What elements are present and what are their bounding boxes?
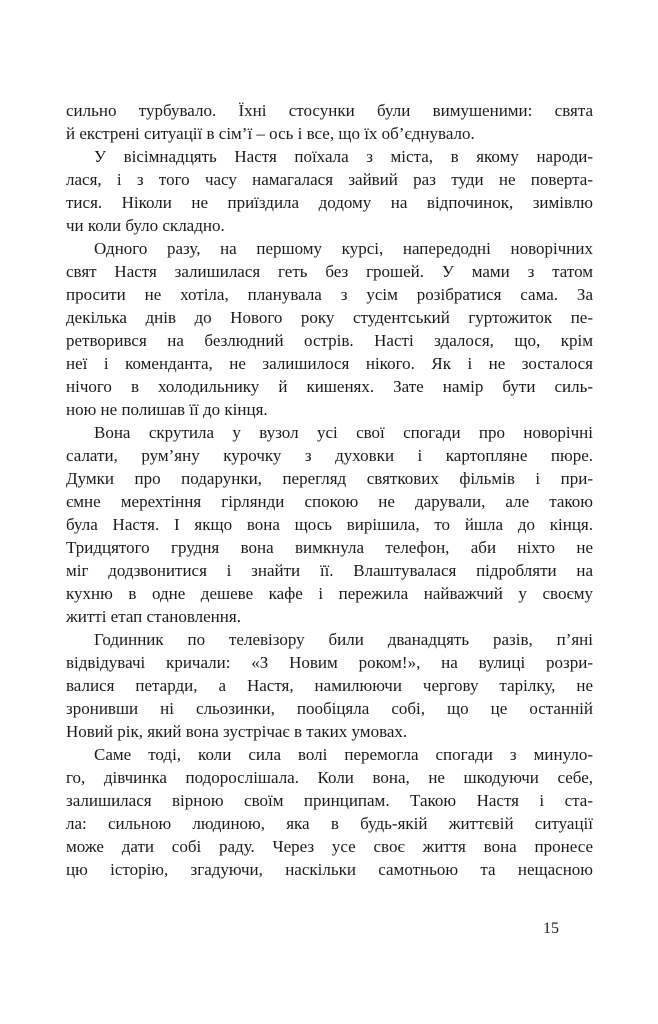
page-number: 15: [543, 920, 559, 937]
text-line: відвідувачі кричали: «З Новим роком!», на вулиці розри-: [66, 653, 593, 672]
text-line: Саме тоді, коли сила волі перемогла спогади з минуло-: [94, 745, 593, 764]
text-line: Думки про подарунки, перегляд святкових фільмів і при-: [66, 469, 593, 488]
text-line: го, дівчинка подорослішала. Коли вона, не шкодуючи себе,: [66, 768, 593, 787]
text-line: ною не полишав її до кінця.: [66, 400, 268, 419]
text-line: була Настя. І якщо вона щось вирішила, то йшла до кінця.: [66, 515, 593, 534]
text-line: просити не хотіла, планувала з усім розібратися сама. За: [66, 285, 593, 304]
text-line: Годинник по телевізору били дванадцять разів, п’яні: [94, 630, 593, 649]
text-line: нічого в холодильнику й кишенях. Зате намір бути силь-: [66, 377, 593, 396]
text-block: [66, 99, 593, 881]
text-line: У вісімнадцять Настя поїхала з міста, в якому народи-: [94, 147, 593, 166]
text-line: неї і коменданта, не залишилося нікого. Як і не зосталося: [66, 354, 593, 373]
text-line: ретворився на безлюдний острів. Насті здалося, що, крім: [66, 331, 593, 350]
text-line: Вона скрутила у вузол усі свої спогади про новорічні: [94, 423, 593, 442]
text-line: чи коли було складно.: [66, 216, 225, 235]
text-line: зронивши ні сльозинки, пообіцяла собі, що це останній: [66, 699, 593, 718]
paragraph: [66, 743, 593, 881]
text-line: ємне мерехтіння гірлянди спокою не дарували, але такою: [66, 492, 593, 511]
text-line: тися. Ніколи не приїздила додому на відпочинок, зимівлю: [66, 193, 593, 212]
text-line: Тридцятого грудня вона вимкнула телефон, аби ніхто не: [66, 538, 593, 557]
text-line: житті етап становлення.: [66, 607, 241, 626]
text-line: ла: сильною людиною, яка в будь-якій життєвій ситуації: [66, 814, 593, 833]
text-line: й екстрені ситуації в сім’ї – ось і все, що їх об’єднувало.: [66, 124, 475, 143]
text-line: цю історію, згадуючи, наскільки самотньою та нещасною: [66, 860, 593, 879]
text-line: декілька днів до Нового року студентський гуртожиток пе-: [66, 308, 593, 327]
paragraph: [66, 99, 593, 145]
text-line: Новий рік, який вона зустрічає в таких умовах.: [66, 722, 408, 741]
paragraph: [66, 628, 593, 743]
text-line: салати, рум’яну курочку з духовки і картопляне пюре.: [66, 446, 593, 465]
text-line: валися петарди, а Настя, намилюючи чергову тарілку, не: [66, 676, 593, 695]
text-line: може дати собі раду. Через усе своє життя вона пронесе: [66, 837, 593, 856]
text-line: Одного разу, на першому курсі, напередодні новорічних: [94, 239, 593, 258]
paragraph: [66, 421, 593, 628]
text-line: залишилася вірною своїм принципам. Такою Настя і ста-: [66, 791, 593, 810]
text-line: свят Настя залишилася геть без грошей. У мами з татом: [66, 262, 593, 281]
text-line: лася, і з того часу намагалася зайвий раз туди не поверта-: [66, 170, 593, 189]
paragraph: [66, 237, 593, 421]
text-line: кухню в одне дешеве кафе і пережила найважчий у своєму: [66, 584, 593, 603]
text-line: сильно турбувало. Їхні стосунки були вимушеними: свята: [66, 101, 593, 120]
paragraph: [66, 145, 593, 237]
text-line: міг додзвонитися і знайти її. Влаштувалася підробляти на: [66, 561, 593, 580]
